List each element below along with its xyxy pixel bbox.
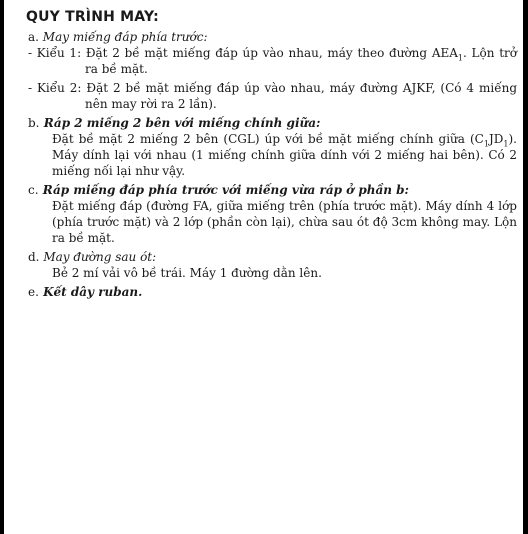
section-a-item-1-sub: 1 — [457, 53, 464, 63]
section-d-heading — [28, 249, 517, 265]
section-b-sub-2: 1 — [503, 139, 509, 149]
section-d-body: Bẻ 2 mí vải vô bề trái. Máy 1 đường dằn lên. — [52, 266, 322, 280]
section-b-body-pre: Đặt bề mặt 2 miếng 2 bên (CGL) úp với bề mặt miếng chính giữa (C — [52, 132, 484, 146]
section-b-heading — [28, 115, 517, 131]
section-a-letter: a. — [28, 30, 39, 44]
section-a-heading — [28, 29, 517, 45]
section-a-title: May miếng đáp phía trước: — [42, 30, 208, 44]
section-a-item-2-text: - Kiểu 2: Đặt 2 bề mặt miếng đáp úp vào nhau, máy đường AJKF, (Có 4 miếng nên may rời ra 2 lần). — [28, 81, 517, 111]
document-page — [4, 0, 523, 534]
section-b-body-mid: JD — [488, 132, 504, 146]
section-c-body: Đặt miếng đáp (đường FA, giữa miếng trên (phía trước mặt). Máy dính 4 lớp (phía trước mặt) và 2 lớp (phần còn lại), chừa sau ót độ 3cm không may. Lộn ra bề mặt. — [52, 199, 517, 245]
section-a-item-1-tail: . Lộn trở ra bề mặt. — [85, 46, 517, 76]
section-b-body-post: ). Máy dính lại với nhau (1 miếng chính giữa dính với 2 miếng hai bên). Có 2 miếng nối lại như vậy. — [52, 132, 517, 178]
section-b-body — [28, 131, 517, 179]
section-e-title: Kết dây ruban. — [43, 285, 143, 299]
section-d-title: May đường sau ót: — [43, 250, 157, 264]
section-c-title: Ráp miếng đáp phía trước với miếng vừa ráp ở phần b: — [42, 183, 409, 197]
section-c-heading — [28, 182, 517, 198]
section-a-item-2 — [28, 80, 517, 112]
section-e-letter: e. — [28, 285, 39, 299]
section-c-letter: c. — [28, 183, 39, 197]
section-a-item-1-text: - Kiểu 1: Đặt 2 bề mặt miếng đáp úp vào nhau, máy theo đường AEA — [28, 46, 458, 60]
section-a-item-1 — [28, 45, 517, 77]
section-d-letter: d. — [28, 250, 40, 264]
section-b-title: Ráp 2 miếng 2 bên với miếng chính giữa: — [43, 116, 321, 130]
section-b-letter: b. — [28, 116, 40, 130]
page-title: QUY TRÌNH MAY: — [26, 9, 159, 25]
section-e-heading — [28, 284, 517, 300]
section-b-sub-1: 1 — [483, 139, 489, 149]
